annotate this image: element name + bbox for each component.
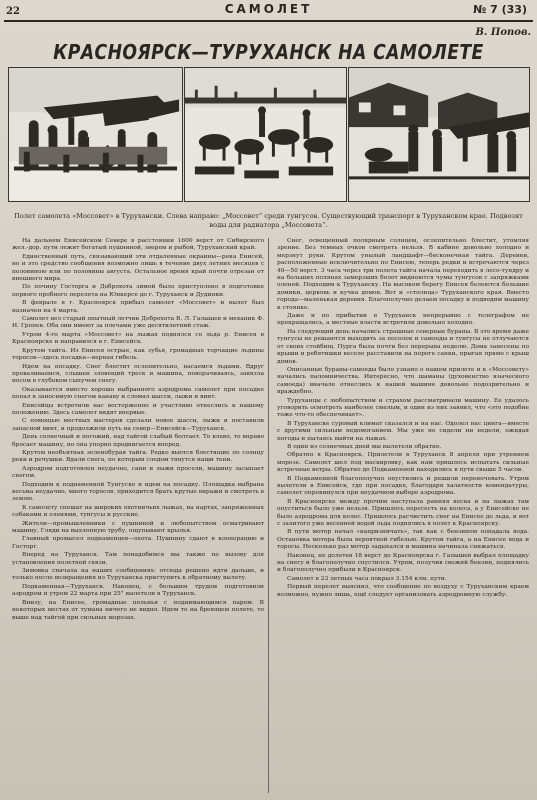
column-divider — [268, 238, 269, 793]
article-paragraph: Первый перелет выяснил, что сообщение по воздуху с Туруханским краем возможно, нужно лишь, ещё следует организовать аэродромную службу. — [277, 584, 529, 598]
article-paragraph: Зимовка сначала на наших сообщениях: отсюда решено идти дальше, и только после возвращения из Туруханска приступить к обратному вылету. — [12, 568, 264, 582]
article-paragraph: Главный промысел поднаменцев—охота. Пушнину сдают в кооперацию и Госторг. — [12, 536, 264, 550]
article-paragraph: Описанные бураны-самоеды было узнано о нашем прилете и к «Моссовету» начались паломничества. Интересно, что шаманы (духовенство языческого самоеда) вначале отнеслись к нашей машине довольно подозрительно и враждебно. — [277, 366, 529, 396]
article-paragraph: Самолет в 23 летных часа покрыл 3.154 клм. пути. — [287, 575, 447, 582]
photo-plane-among-tungus — [8, 67, 183, 202]
photo-water-image — [349, 68, 529, 201]
photo-reindeer-image — [185, 68, 346, 201]
article-paragraph: В феврале в г. Красноярск прибыл самолет «Моссовет» и вылет был назначен на 4 марта. — [12, 300, 264, 314]
article-paragraph: Единственный путь, связывающий эти отдаленные окраины—река Енисей, но и это средство сообщения возможно лишь в течение двух летних месяцев с половиною или по половины августа. Остальное время край почти отрезан от внешнего мира. — [12, 253, 264, 283]
article-paragraph: На следующий день начались страшные северные бураны. В это время даже тунгусы не решаются выходить за посолок и самоеды и тунгусы не отлучаются от своих стойбищ. Пурга была почти без перерыва неделю. Дома занесены по крыши и ребятишки весело расставили на пороге санки, прыгая прямо с крыш домов. — [277, 328, 529, 365]
magazine-title: САМОЛЕТ — [224, 2, 313, 16]
author-byline: В. Попов. — [475, 27, 531, 38]
article-paragraph: В один из солнечных дней мы вылетели обратно. — [287, 443, 442, 450]
article-paragraph: Снег, освещенный полярным солнцем, ослепительно блестит, утомляя зрение. Без темных очков смотреть нельзя. В кабине довольно холодно и мерзнут руки. Крутом унылый ландшафт—бесконечная тайга. Деревни, расположенные исключительно по Енисею, теперь редки и встречаются через 40—50 верст. 3 часа через три полета тайга начала переходить в лесо-тундру и на больших полянах замерзших болот виднеются чумы тунгусов с запряжками оленей. Подходим к Туруханску. На высоком берегу Енисея белеются большие домики, церковь и кучка домов. Вот и «столица» Туруханского края. Вместо города—маленькая деревня. Благополучно делаем посадку и подводим машину к стоянке. — [277, 238, 529, 311]
article-paragraph: Утром 4-го марта «Моссовет» на лыжах поднялся со льда р. Енисея в Красноярске и направился в г. Енисейск. — [12, 331, 264, 346]
article-paragraph: День солнечный и погожий, над тайгой слабый болтает. То влево, то вправо бросает машину, но она упорно продвигается вперед. — [12, 434, 264, 448]
article-paragraph: Оказывается вместо хорошо выбранного аэродрома самолет при посадке попал в заносимую снегом канаву и сломал шасси, лыжи и винт. — [12, 386, 264, 401]
page-number: 22 — [6, 6, 20, 17]
article-paragraph: С помощью местных мастеров сделали новое шасси, лыжи и поставили запасной винт, и продолжили путь на север—Енисейск—Туруханск. — [12, 418, 264, 432]
photo-water-for-radiator — [348, 67, 530, 202]
article-paragraph: Обратно в Красноярск. Прилетели в Туруханск 8 апреля при утреннем морозе. Самолет шел под маскировку, как нам пришлось испытать сильные встречные ветры. Обратно до Подкаменной находились в пути свыше 5 часов. — [277, 452, 529, 474]
article-column-left — [12, 238, 264, 793]
article-paragraph: На дальнем Енисейском Севере в расстоянии 1600 верст от Сибирского жел.-дор. пути лежит богатый пушниной, зверем и рыбой, Туруханский край. — [12, 238, 264, 252]
article-column-right — [277, 238, 529, 793]
masthead-rule — [4, 20, 533, 22]
article-paragraph: Наконец, не долетев 18 верст до Красноярска г. Галышев выбрал площадку на снегу и благополучно спустился. Утром, получив свежий бензин, поднялись и благополучно прибыли в Красноярск. — [277, 552, 529, 574]
photo-caption: Полет самолета «Моссовет» в Турухански. Слева направо: „Моссовет“ среди тунгусов. Существующий транспорт в Туруханском крае. Подвозят воды для радиатора „Моссовета“. — [14, 212, 523, 229]
article-paragraph: Крутом необъятная зеленобурая тайга. Редко вьются блестящие по солнцу реки и речушки. Вдали снега, по которым следом тянутся наши тени. — [12, 449, 264, 464]
article-paragraph: В Красноярске между прочим наступала ранняя весна и на лыжах там опуститься было уже нельзя. Пришлось пересесть на колеса, а у Енисейске не было аэродрома для колес. Пришлось расчистить снег на Енисее до льда, и вот с залитого уже весенней водой льда поднялись в полет к Красноярску. — [277, 498, 529, 528]
article-paragraph: Подходим к поднаменной Тунгуске и идем на посадку. Площадка выбрана весьма неудачно, много торосов, приходится брать крутые виражи и смотреть в землю. — [12, 481, 264, 503]
article-paragraph: В Подкаменной благополучно опустились и решили переночевать. Утром вылетели в Енисейск, где при посадке, благодаря халатности комендатуры, самолет опрокинулся при неудачном выборе аэродрома. — [277, 475, 529, 497]
masthead — [0, 0, 537, 24]
article-paragraph: Жители—промышленники с пушниной и любопытством осматривают машину. Гляди на выхлопную трубу, ощупывают крылья. — [12, 520, 264, 535]
article-paragraph: Енисейцы встретили нас восторженно и участливо отнеслись к нашему положению. Здесь самолет видят впервые. — [12, 402, 264, 416]
article-headline: КРАСНОЯРСК—ТУРУХАНСК НА САМОЛЕТЕ — [53, 40, 484, 64]
photo-reindeer-transport — [184, 67, 347, 202]
photo-plane-image — [9, 68, 182, 201]
article-paragraph: Идем на посадку. Снег блестит ослепительно, насаемся льдами. Вдруг проваливаемся, слышен зловещий треск и машина, поворачиваясь, завязла носом в глубоком сыпучем снегу. — [12, 363, 264, 385]
article-paragraph: Внизу, на Енисее, громадные польнья с поднимающимся паром. В некоторых местах от тумана ничего не видно. Идем то на бреющем полете, то выше над тайгой при сильных морозах. — [12, 599, 264, 621]
article-paragraph: Туруханцы с любопытством и страхом рассматривали машину. Ее удалось уговорить осмотреть наиболее смелым, и один из них заявил, что «это подобие тоже что-то обеспечивает». — [277, 397, 529, 419]
article-paragraph: В пути мотор начал «капризничать», так как с бензином попадала вода. Остановка мотора была вероятной гибелью. Крутом тайга, а на Енисее вода и торосы. Несколько раз мотор задыхался и машина начинала снижаться. — [277, 529, 529, 551]
article-paragraph: Подкаменная—Туруханск. Наконец, с большим трудом подготовили аэродром и утром 22 марта при 25° вылетели в Туруханск. — [12, 583, 264, 598]
article-paragraph: Крутом тайга. Из Енисея острые, как зубья, громадные торчащие льдины торосов—здесь посадка—верная гибель. — [12, 347, 264, 362]
article-paragraph: К самолету спешат на широких охотничьих лыжах, на нартах, запряженных собаками и оленями, тунгусы и русские. — [12, 504, 264, 519]
article-paragraph: Даже и по прибытии в Туруханск непрерывно с телеграфом не прекращались, а местные власти встретили довольно холодно. — [277, 313, 529, 327]
article-paragraph: Вперед на Туруханск. Там понадобимся мы также по вызову для установления полетной связи. — [12, 552, 264, 566]
article-paragraph: По почину Госторга и Доброхота зимой было приступлено в подготовке первого пробного перелета на Юнкерсе до г. Туруханск и Дудинки. — [12, 284, 264, 298]
article-paragraph: Аэродром подготовлен неудачно, сани и лыжи просели, машину засыпает снегом. — [12, 465, 264, 480]
article-paragraph: В Туруханске суровый климат сказался и на нас. Одолел нас цинга—вместе с другими сильным недомоганием. Мы уже не сидели ни недели, ожидая погоды и пытаясь выйти на лыжах. — [277, 420, 529, 442]
issue-number: № 7 (33) — [473, 3, 527, 16]
article-paragraph: Самолет вел старый опытный летчик Доброхота В. Л. Галышев и механик Ф. И. Гропев. Оба они имеют за плечами уже десятилетний стаж. — [12, 316, 264, 330]
